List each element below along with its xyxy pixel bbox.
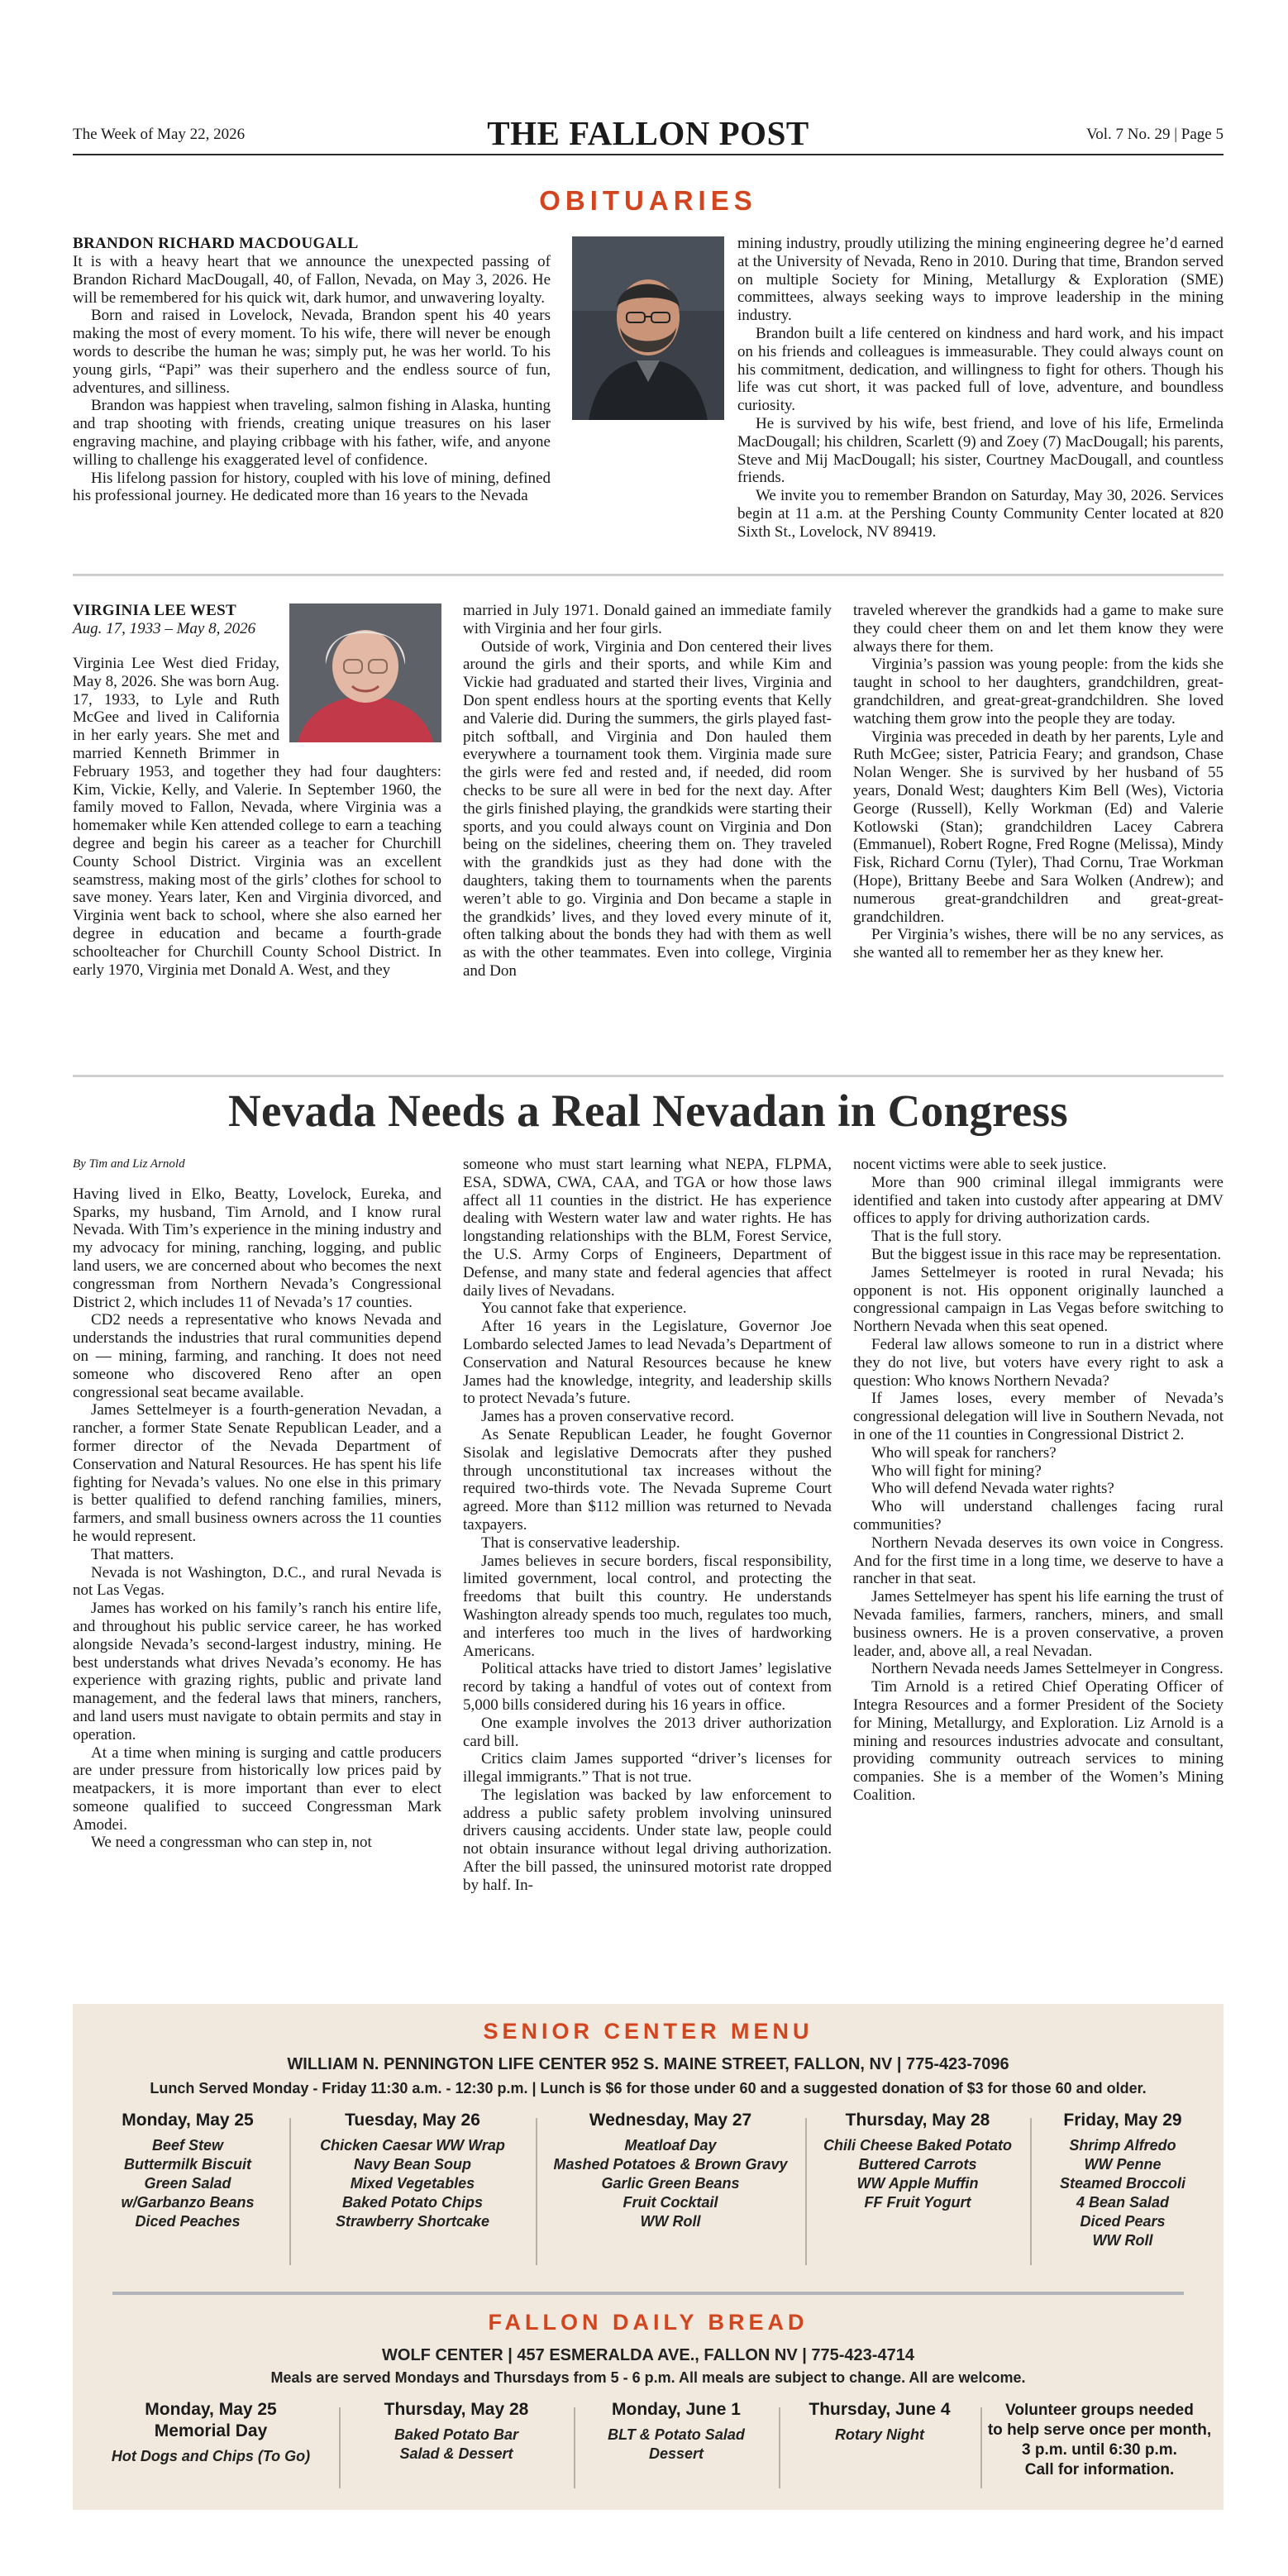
- paragraph: traveled wherever the grandkids had a game to make sure they could cheer them on and let them know they were always there for them.: [853, 602, 1224, 656]
- daily-bread-day: [577, 2399, 775, 2464]
- paragraph: Brandon was happiest when traveling, salmon fishing in Alaska, hunting and trap shooting with friends, creating unique treasures on his laser engraving machine, and playing cribbage with his father, wife, and anyone willing to challenge his exaggerated level of confidence.: [73, 397, 551, 469]
- menu-divider: [112, 2292, 1184, 2295]
- menu-item: Garlic Green Beans: [601, 2175, 740, 2192]
- day-heading: Thursday, May 28: [384, 2400, 529, 2419]
- column-divider: [536, 2118, 537, 2265]
- paragraph: James Settelmeyer is a fourth-generation Nevadan, a rancher, a former State Senate Republican Leader, and a former director of the Nevada Department of Conservation and Natural Resources. He has spent his life fighting for Nevada’s values. No one else in this primary is better qualified to defend ranching families, miners, farmers, and small business owners across the 11 counties he would represent.: [73, 1401, 441, 1545]
- volunteer-line: Call for information.: [1024, 2461, 1175, 2478]
- day-heading: Monday, May 25: [145, 2400, 277, 2419]
- paragraph: Who will fight for mining?: [871, 1462, 1042, 1480]
- menu-item: WW Roll: [1092, 2232, 1153, 2249]
- obituaries-heading: OBITUARIES: [539, 185, 757, 216]
- paragraph: Federal law allows someone to run in a district where they do not live, but voters have every right to ask a question: Who knows Northern Nevada?: [853, 1335, 1224, 1390]
- menu-item: Strawberry Shortcake: [335, 2213, 490, 2230]
- paragraph: That is the full story.: [871, 1228, 1002, 1246]
- paragraph: Northern Nevada deserves its own voice in Congress. And for the first time in a long time, we deserve to have a rancher in that seat.: [853, 1534, 1224, 1588]
- menu-item: w/Garbanzo Beans: [121, 2194, 255, 2211]
- menu-item: Diced Pears: [1080, 2213, 1166, 2230]
- menu-item: Hot Dogs and Chips (To Go): [111, 2448, 311, 2464]
- paragraph: We need a congressman who can step in, not: [91, 1834, 372, 1852]
- macdougall-column-right: [737, 235, 1224, 541]
- senior-menu-title: SENIOR CENTER MENU: [483, 2019, 813, 2044]
- obituary-dates: Aug. 17, 1933 – May 8, 2026: [73, 620, 256, 637]
- day-subheading: Memorial Day: [154, 2421, 268, 2440]
- menu-item: Baked Potato Bar: [394, 2426, 519, 2443]
- paragraph: James believes in secure borders, fiscal responsibility, limited government, local control, and protecting the freedoms that built this country. He understands Washington already spends too much, regulates too much, and interferes too much in the lives of hardworking Americans.: [463, 1552, 832, 1660]
- column-divider: [1030, 2118, 1032, 2265]
- paragraph: More than 900 criminal illegal immigrants were identified and taken into custody after appearing at DMV offices to apply for driving authorization cards.: [853, 1173, 1224, 1228]
- paragraph: One example involves the 2013 driver authorization card bill.: [463, 1714, 832, 1750]
- column-divider: [980, 2407, 982, 2488]
- paragraph: CD2 needs a representative who knows Nevada and understands the industries that rural communities depend on — mining, farming, and ranching. It does not need someone who discovered Reno after an open congressional seat became available.: [73, 1311, 441, 1401]
- day-heading: Thursday, May 28: [845, 2111, 990, 2130]
- day-heading: Wednesday, May 27: [589, 2111, 752, 2130]
- volunteer-line: 3 p.m. until 6:30 p.m.: [1022, 2441, 1177, 2459]
- paragraph: Tim Arnold is a retired Chief Operating Officer of Integra Resources and a former President of the Society for Mining, Metallurgy, and Exploration. Liz Arnold is a mining and resources industries advocate and consultant, providing community outreach services to mining companies. She is a member of the Women’s Mining Coalition.: [853, 1678, 1224, 1804]
- paragraph: James Settelmeyer has spent his life earning the trust of Nevada families, farmers, ranchers, miners, and small business owners. He is a proven conservative, a proven leader, and, above all, a real Nevadan.: [853, 1588, 1224, 1660]
- paragraph: mining industry, proudly utilizing the mining engineering degree he’d earned at the University of Nevada, Reno in 2010. During that time, Brandon served on multiple Society for Mining, Metallurgy & Exploration (SME) committees, always seeking ways to improve leadership in the mining industry.: [737, 235, 1224, 325]
- paragraph: James has worked on his family’s ranch his entire life, and throughout his public service career, he has worked alongside Nevada’s second-largest industry, mining. He best understands what drives Nevada’s economy. He has experience with grazing rights, public and private land management, and the federal laws that miners, ranchers, and land users must navigate to obtain permits and stay in operation.: [73, 1600, 441, 1744]
- menu-item: Chili Cheese Baked Potato: [823, 2137, 1013, 2154]
- day-heading: Tuesday, May 26: [345, 2111, 480, 2130]
- paragraph: Virginia Lee West died Friday, May 8, 2026. She was born Aug. 17, 1933, to Lyle and Ruth McGee and lived in California in her early years. She met and married Kenneth Brimmer in February 1953, and together they had four daughters: Kim, Vickie, Kelly, and Valerie. In September 1960, the family moved to Fallon, Nevada, where Virginia was a homemaker while Ken attended college to earn a teaching degree and begin his career as a teacher for Churchill County School District. Virginia was an excellent seamstress, making most of the girls’ clothes for school to save money. Years later, Ken and Virginia divorced, and Virginia went back to school, where she also earned her degree in education and became a fourth-grade schoolteacher for Churchill County School District. In early 1970, Virginia met Donald A. West, and they: [73, 655, 441, 979]
- paragraph: James has a proven conservative record.: [481, 1408, 734, 1426]
- paragraph: Who will speak for ranchers?: [871, 1443, 1057, 1462]
- paragraph: Outside of work, Virginia and Don centered their lives around the girls and their sports, and while Kim and Vickie had graduated and started their lives, Virginia and Don spent endless hours at the sporting events that Kelly and Valerie did. During the summers, the girls played fast-pitch softball, and Virginia and Don hauled them everywhere a tournament took them. Virginia made sure the girls were fed and rested and, if needed, did room checks to be sure all were in bed for the next day. After the girls finished playing, the grandkids were starting their sports, and you could always count on Virginia and Don being on the sidelines, cheering them on. They traveled with the grandkids just as they had done with the daughters, taking them to tournaments when the parents weren’t able to go. Virginia and Don became a staple in the grandkids’ lives, and they loved every minute of it, often talking about the bonds they had with them as well as with the other teammates. Even into college, Virginia and Don: [463, 637, 832, 980]
- paragraph: His lifelong passion for history, coupled with his love of mining, defined his professional journey. He dedicated more than 16 years to the Nevada: [73, 469, 551, 505]
- daily-bread-title: FALLON DAILY BREAD: [488, 2310, 809, 2335]
- menu-item: Shrimp Alfredo: [1069, 2137, 1176, 2154]
- paragraph: Political attacks have tried to distort James’ legislative record by taking a handful of votes out of context from 5,000 bills considered during his 16 years in office.: [463, 1660, 832, 1714]
- article-column-3: [853, 1156, 1224, 1805]
- paragraph: That matters.: [91, 1545, 174, 1563]
- menu-item: Fruit Cocktail: [623, 2194, 718, 2211]
- menu-item: Green Salad: [144, 2175, 231, 2192]
- menu-item: Mashed Potatoes & Brown Gravy: [553, 2156, 788, 2173]
- day-heading: Thursday, June 4: [809, 2400, 951, 2419]
- daily-bread-address: WOLF CENTER | 457 ESMERALDA AVE., FALLON NV | 775-423-4714: [382, 2346, 914, 2364]
- west-column-1: [73, 602, 441, 979]
- column-divider: [339, 2407, 341, 2488]
- column-divider: [779, 2407, 780, 2488]
- paragraph: We invite you to remember Brandon on Saturday, May 30, 2026. Services begin at 11 a.m. at the Pershing County Community Center located at 820 Sixth St., Lovelock, NV 89419.: [737, 487, 1224, 541]
- menu-item: 4 Bean Salad: [1076, 2194, 1170, 2211]
- section-divider: [73, 574, 1224, 576]
- macdougall-column-left: [73, 235, 551, 505]
- west-column-3: [853, 602, 1224, 962]
- menu-item: Baked Potato Chips: [341, 2194, 484, 2211]
- menu-item: Meatloaf Day: [624, 2137, 717, 2154]
- paragraph: Who will understand challenges facing rural communities?: [853, 1498, 1224, 1534]
- article-byline: By Tim and Liz Arnold: [73, 1157, 185, 1171]
- west-column-2: [463, 602, 832, 980]
- paragraph: Nevada is not Washington, D.C., and rural Nevada is not Las Vegas.: [73, 1563, 441, 1600]
- paragraph: married in July 1971. Donald gained an immediate family with Virginia and her four girls.: [463, 602, 832, 637]
- obituary-name: BRANDON RICHARD MACDOUGALL: [73, 235, 359, 252]
- masthead: [73, 116, 1224, 155]
- paragraph: someone who must start learning what NEPA, FLPMA, ESA, SDWA, CWA, CAA, and TGA or how those laws affect all 11 counties in the district. He has experience dealing with Western water law and water rights. He has longstanding relationships with the BLM, Forest Service, the U.S. Army Corps of Engineers, Department of Defense, and many state and federal agencies that affect daily lives of Nevadans.: [463, 1156, 832, 1300]
- daily-bread-day: [89, 2399, 332, 2466]
- paragraph: You cannot fake that experience.: [481, 1300, 687, 1318]
- day-heading: Monday, June 1: [612, 2400, 741, 2419]
- menu-item: Diced Peaches: [135, 2213, 241, 2230]
- newspaper-title: THE FALLON POST: [487, 114, 809, 152]
- column-divider: [805, 2118, 807, 2265]
- day-heading: Monday, May 25: [122, 2111, 254, 2130]
- west-photo: [289, 603, 441, 742]
- menu-item: Buttermilk Biscuit: [123, 2156, 252, 2173]
- issue-week: The Week of May 22, 2026: [73, 126, 246, 143]
- paragraph: Having lived in Elko, Beatty, Lovelock, Eureka, and Sparks, my husband, Tim Arnold, and I know rural Nevada. With Tim’s experience in the mining industry and my advocacy for mining, ranching, logging, and public land users, we are concerned about who becomes the next congressman from Northern Nevada’s Congressional District 2, which includes 11 of Nevada’s 17 counties.: [73, 1185, 441, 1311]
- menu-item: WW Apple Muffin: [856, 2175, 979, 2192]
- senior-menu-schedule: Lunch Served Monday - Friday 11:30 a.m. - 12:30 p.m. | Lunch is $6 for those under 60 and a suggested donation of $3 for those 60 and older.: [150, 2080, 1147, 2097]
- menu-item: WW Roll: [640, 2213, 701, 2230]
- senior-menu-address: WILLIAM N. PENNINGTON LIFE CENTER 952 S. MAINE STREET, FALLON, NV | 775-423-7096: [287, 2055, 1009, 2073]
- paragraph: Critics claim James supported “driver’s licenses for illegal immigrants.” That is not true.: [463, 1750, 832, 1787]
- menu-item: BLT & Potato Salad: [608, 2426, 745, 2443]
- senior-menu-day: [1033, 2110, 1212, 2250]
- paragraph: Virginia’s passion was young people: from the kids she taught in school to her daughters, grandchildren, great-grandchildren, and great-great-grandchildren. She loved watching them grow into the people they are today.: [853, 656, 1224, 727]
- menu-item: Buttered Carrots: [858, 2156, 977, 2173]
- article-column-2: [463, 1156, 832, 1895]
- menu-item: Rotary Night: [835, 2426, 924, 2443]
- paragraph: If James loses, every member of Nevada’s congressional delegation will live in Southern Nevada, not in one of the 11 counties in Congressional District 2.: [853, 1390, 1224, 1443]
- paragraph: James Settelmeyer is rooted in rural Nevada; his opponent is not. His opponent originally launched a congressional campaign in Las Vegas before switching to Northern Nevada when this seat opened.: [853, 1263, 1224, 1336]
- article-column-1: [73, 1156, 441, 1852]
- daily-bread-day: [782, 2399, 977, 2445]
- menu-panel: [73, 2004, 1224, 2510]
- paragraph: At a time when mining is surging and cattle producers are under pressure from historically low prices paid by meatpackers, it is more important than ever to elect someone qualified to succeed Congressman Mark Amodei.: [73, 1744, 441, 1834]
- paragraph: It is with a heavy heart that we announce the unexpected passing of Brandon Richard MacDougall, 40, of Fallon, Nevada, on May 3, 2026. He will be remembered for his quick wit, dark humor, and unwavering loyalty.: [73, 253, 551, 307]
- paragraph: That is conservative leadership.: [481, 1534, 680, 1552]
- column-divider: [289, 2118, 291, 2265]
- menu-item: Mixed Vegetables: [350, 2175, 475, 2192]
- volunteer-line: Volunteer groups needed: [1005, 2402, 1194, 2419]
- senior-menu-day: [809, 2110, 1027, 2212]
- paragraph: As Senate Republican Leader, he fought Governor Sisolak and legislative Democrats after they pushed through unconstitutional tax increases without the required two-thirds vote. The Nevada Supreme Court agreed. More than $112 million was returned to Nevada taxpayers.: [463, 1425, 832, 1534]
- menu-item: WW Penne: [1084, 2156, 1162, 2173]
- senior-menu-day: [293, 2110, 532, 2231]
- paragraph: He is survived by his wife, best friend, and love of his life, Ermelinda MacDougall; his children, Scarlett (9) and Zoey (7) MacDougall; his parents, Steve and Mij MacDougall; his sister, Courtney MacDougall, and countless friends.: [737, 414, 1224, 487]
- issue-volume: Vol. 7 No. 29 | Page 5: [1085, 126, 1224, 143]
- paragraph: nocent victims were able to seek justice.: [853, 1156, 1107, 1173]
- menu-item: Dessert: [648, 2445, 704, 2462]
- menu-item: Beef Stew: [151, 2137, 224, 2154]
- macdougall-photo: [572, 236, 724, 420]
- paragraph: Who will defend Nevada water rights?: [871, 1480, 1114, 1498]
- paragraph: Per Virginia’s wishes, there will be no any services, as she wanted all to remember her as they knew her.: [853, 926, 1224, 962]
- paragraph: Brandon built a life centered on kindness and hard work, and his impact on his friends and colleagues is immeasurable. They could always count on his commitment, dedication, and willingness to fight for others. Though his life was cut short, it was packed full of love, adventure, and boundless curiosity.: [737, 324, 1224, 415]
- paragraph: Northern Nevada needs James Settelmeyer in Congress.: [871, 1660, 1224, 1678]
- paragraph: But the biggest issue in this race may be representation.: [871, 1245, 1222, 1263]
- menu-item: Salad & Dessert: [399, 2445, 513, 2462]
- paragraph: Virginia was preceded in death by her parents, Lyle and Ruth McGee; sister, Patricia Feary; and grandson, Chase Nolan Wenger. She is survived by her husband of 55 years, Donald West; daughters Kim Bell (Wes), Victoria George (Russell), Kelly Workman (Ed) and Valerie Kotlowski (Stan); grandchildren Lacey Cabrera (Emmanuel), Robert Rogne, Fred Rogne (Melissa), Mindy Fisk, Richard Cornu (Tyler), Thad Cornu, Trae Workman (Hope), Brittany Beebe and Sara Wolken (Andrew); and numerous great-grandchildren and great-great-grandchildren.: [853, 727, 1224, 926]
- day-heading: Friday, May 29: [1063, 2111, 1182, 2130]
- daily-bread-day: [342, 2399, 570, 2464]
- column-divider: [574, 2407, 575, 2488]
- volunteer-notice: [984, 2401, 1215, 2480]
- senior-menu-day: [89, 2110, 286, 2231]
- menu-item: FF Fruit Yogurt: [864, 2194, 971, 2211]
- menu-item: Navy Bean Soup: [353, 2156, 472, 2173]
- obituary-name: VIRGINIA LEE WEST: [73, 602, 236, 619]
- daily-bread-schedule: Meals are served Mondays and Thursdays from 5 - 6 p.m. All meals are subject to change. All are welcome.: [270, 2369, 1026, 2386]
- volunteer-line: to help serve once per month,: [987, 2421, 1212, 2439]
- menu-item: Chicken Caesar WW Wrap: [320, 2137, 505, 2154]
- article-headline: Nevada Needs a Real Nevadan in Congress: [228, 1085, 1068, 1136]
- paragraph: The legislation was backed by law enforcement to address a public safety problem involving uninsured drivers causing accidents. Under state law, people could not obtain insurance without legal driving authorization. After the bill passed, the uninsured motorist rate dropped by half. In-: [463, 1786, 832, 1894]
- paragraph: Born and raised in Lovelock, Nevada, Brandon spent his 40 years making the most of every moment. To his wife, there will never be enough words to describe the human he was; simply put, he was her world. To his young girls, “Papi” was their superhero and the endless source of fun, adventures, and silliness.: [73, 307, 551, 397]
- section-divider: [73, 1075, 1224, 1077]
- paragraph: After 16 years in the Legislature, Governor Joe Lombardo selected James to lead Nevada’s Department of Conservation and Natural Resources because he knew James had the knowledge, integrity, and leadership skills to protect Nevada’s future.: [463, 1318, 832, 1408]
- menu-item: Steamed Broccoli: [1059, 2175, 1186, 2192]
- senior-menu-day: [539, 2110, 802, 2231]
